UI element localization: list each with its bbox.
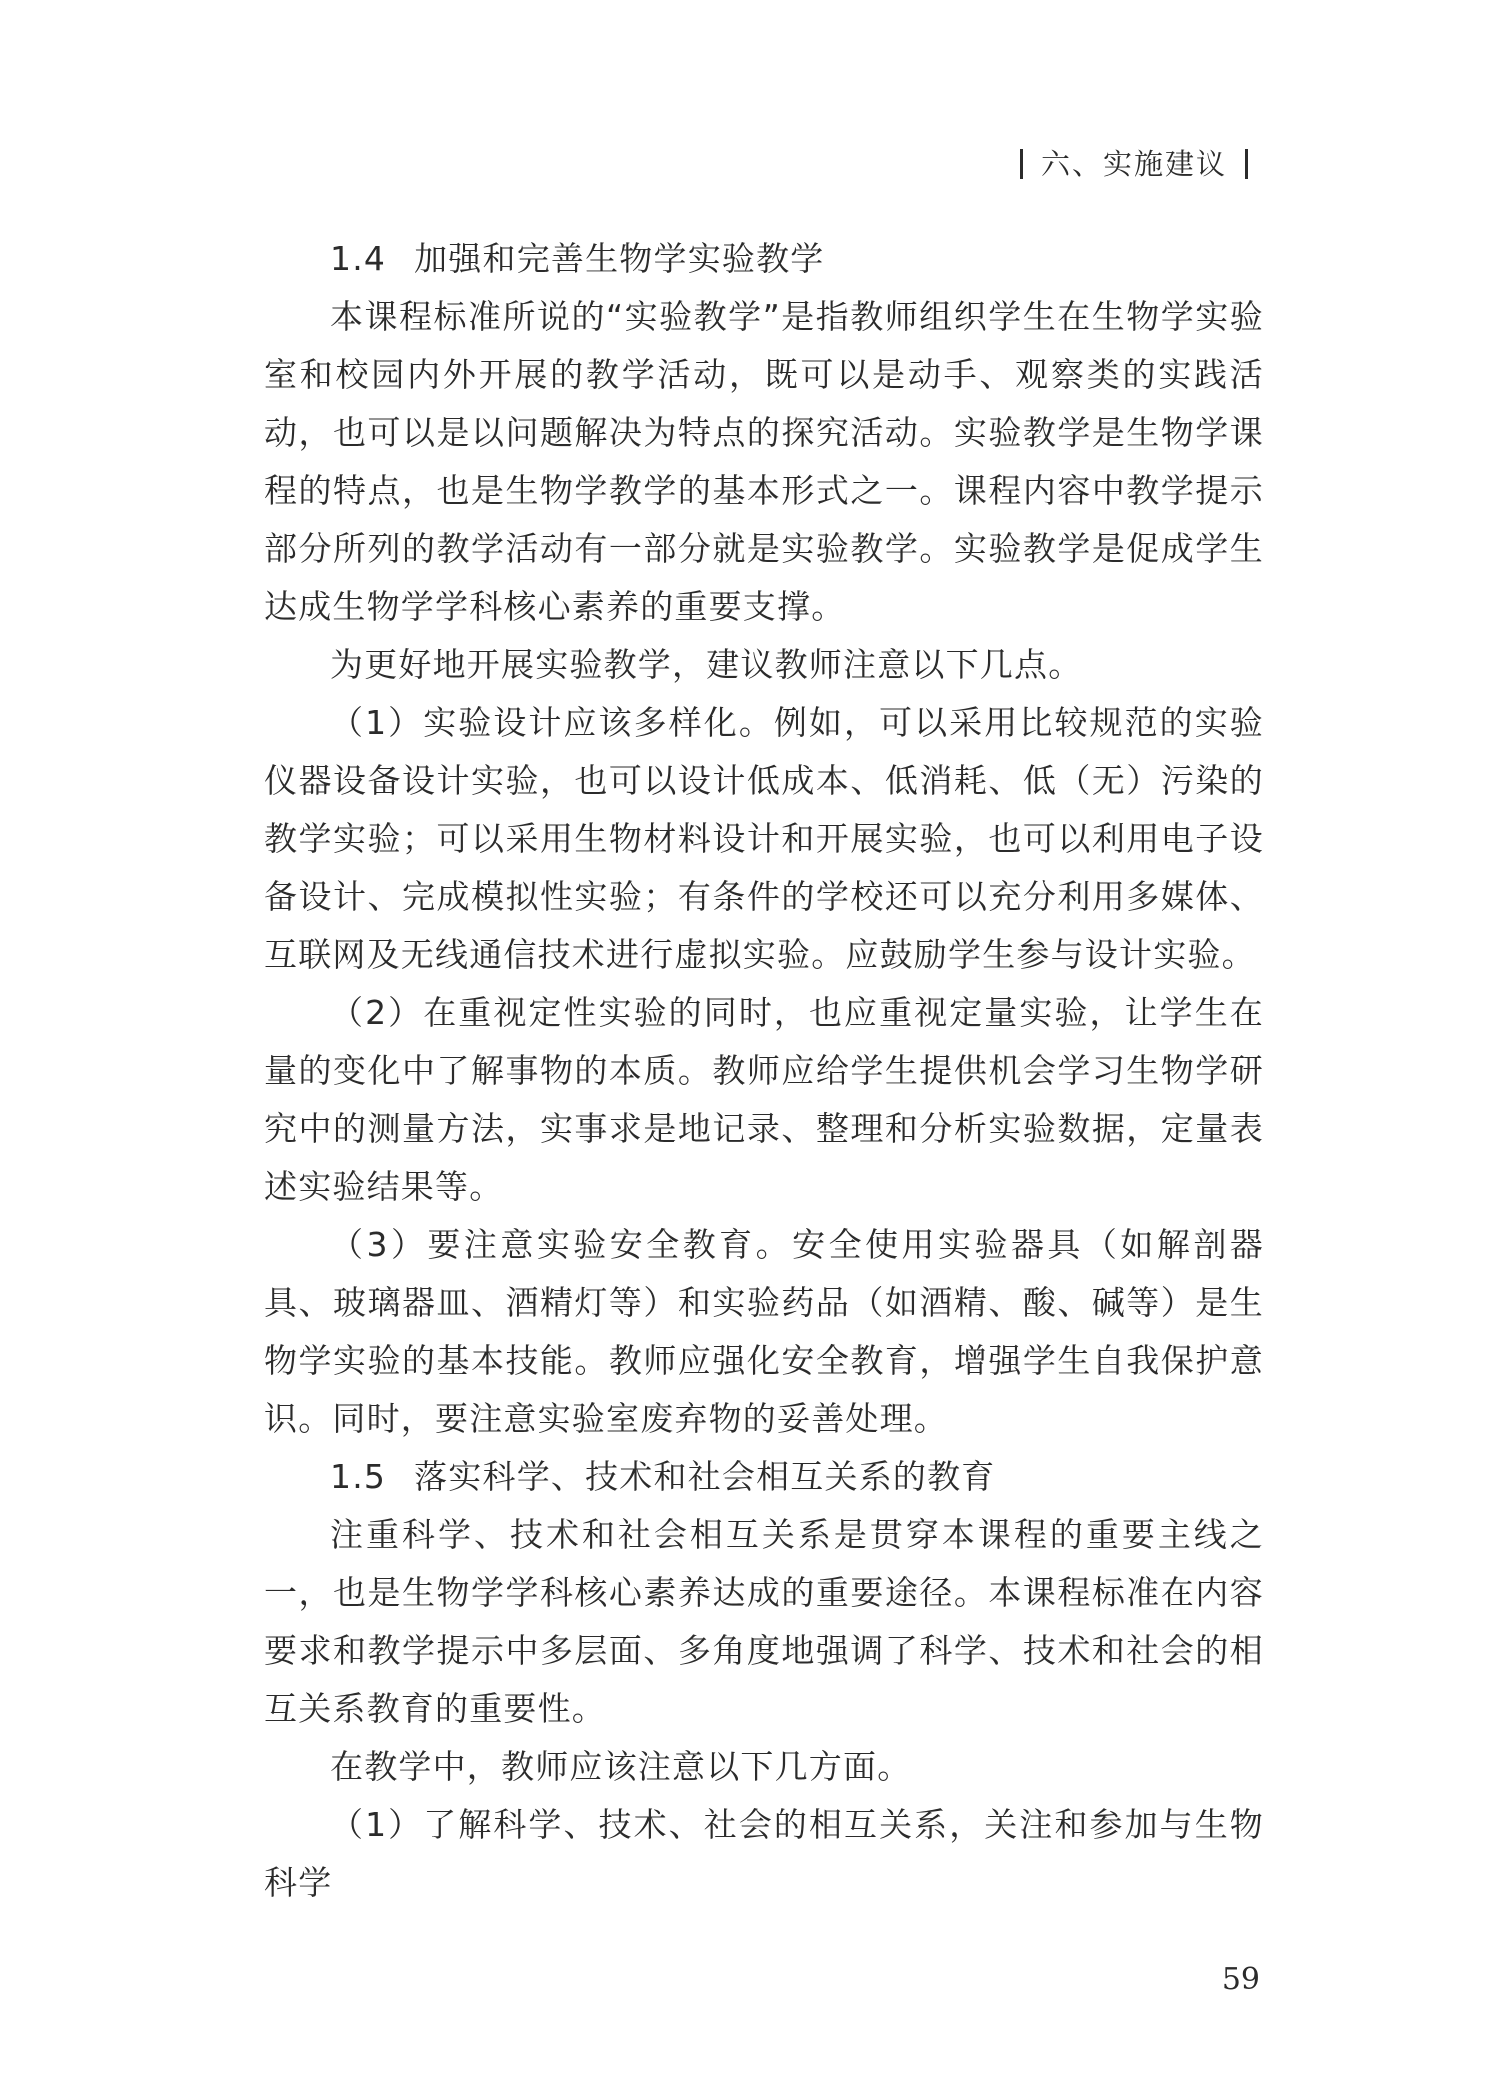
section-heading-1-4	[264, 230, 1264, 288]
section-number: 1.4	[330, 239, 387, 278]
list-item-2-quantitative-experiments: （2）在重视定性实验的同时，也应重视定量实验，让学生在量的变化中了解事物的本质。教师应给学生提供机会学习生物学研究中的测量方法，实事求是地记录、整理和分析实验数据，定量表述实验结果等。	[264, 993, 1264, 1206]
paragraph-suggestions-intro: 为更好地开展实验教学，建议教师注意以下几点。	[330, 645, 1083, 684]
section-number: 1.5	[330, 1457, 387, 1496]
paragraph-experimental-teaching-definition: 本课程标准所说的“实验教学”是指教师组织学生在生物学实验室和校园内外开展的教学活动，既可以是动手、观察类的实践活动，也可以是以问题解决为特点的探究活动。实验教学是生物学课程的特点，也是生物学教学的基本形式之一。课程内容中教学提示部分所列的教学活动有一部分就是实验教学。实验教学是促成学生达成生物学学科核心素养的重要支撑。	[264, 297, 1264, 626]
page-number: 59	[1221, 1962, 1260, 1997]
page-body	[264, 230, 1264, 1912]
section-title: 加强和完善生物学实验教学	[414, 239, 825, 278]
list-item-1-experiment-design: （1）实验设计应该多样化。例如，可以采用比较规范的实验仪器设备设计实验，也可以设计低成本、低消耗、低（无）污染的教学实验；可以采用生物材料设计和开展实验，也可以利用电子设备设计、完成模拟性实验；有条件的学校还可以充分利用多媒体、互联网及无线通信技术进行虚拟实验。应鼓励学生参与设计实验。	[264, 703, 1264, 974]
header-section-title: 六、实施建议	[1040, 147, 1227, 181]
paragraph-teaching-aspects-intro: 在教学中，教师应该注意以下几方面。	[330, 1747, 912, 1786]
section-title: 落实科学、技术和社会相互关系的教育	[414, 1457, 996, 1496]
running-header	[1002, 142, 1266, 183]
header-divider-right	[1245, 149, 1248, 179]
list-item-3-safety-education: （3）要注意实验安全教育。安全使用实验器具（如解剖器具、玻璃器皿、酒精灯等）和实验药品（如酒精、酸、碱等）是生物学实验的基本技能。教师应强化安全教育，增强学生自我保护意识。同时，要注意实验室废弃物的妥善处理。	[264, 1225, 1264, 1438]
header-divider-left	[1020, 149, 1023, 179]
section-heading-1-5	[264, 1448, 1264, 1506]
paragraph-sts-importance: 注重科学、技术和社会相互关系是贯穿本课程的重要主线之一，也是生物学学科核心素养达成的重要途径。本课程标准在内容要求和教学提示中多层面、多角度地强调了科学、技术和社会的相互关系教育的重要性。	[264, 1515, 1264, 1728]
list-item-1-sts-relationship: （1）了解科学、技术、社会的相互关系，关注和参加与生物科学	[264, 1805, 1264, 1902]
